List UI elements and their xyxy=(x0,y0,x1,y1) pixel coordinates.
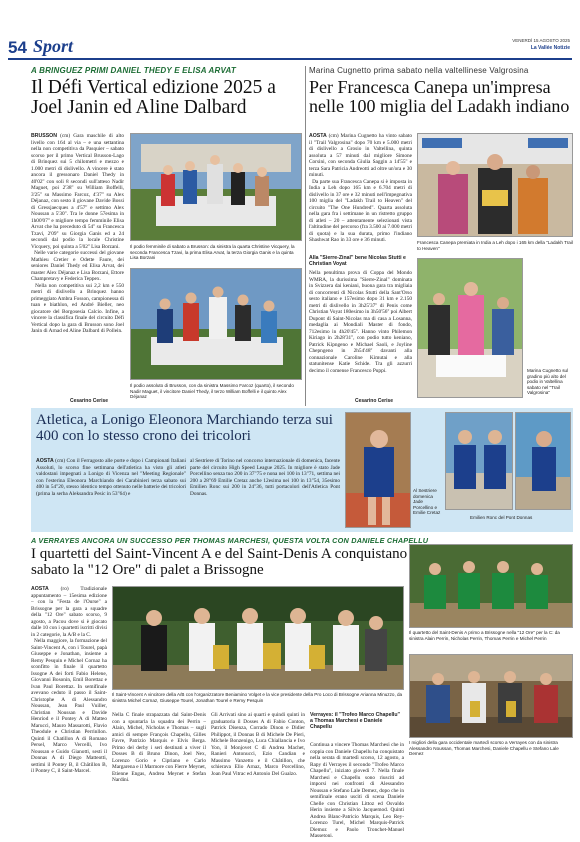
art3-photo-marchiando xyxy=(345,412,411,528)
header-rule xyxy=(8,58,572,60)
art4-caption-1: Il Saint-Vincent A vincitore della A/B con l'organizzatore Beniamino Volget e la vice presidente della Pro Loco di Brissogne Arianna Minuzzo, da sinistra Michel Cornaz, Giuseppe Tourel, Jonathan Tourel e Remy Pesquin xyxy=(112,692,403,703)
art4-dateline-tag: (ro) xyxy=(60,586,69,592)
art3-photo-ronc xyxy=(515,412,571,510)
art4-dateline: AOSTA xyxy=(31,586,49,592)
art3-title: Atletica, a Lonigo Eleonora Marchiando terza sui 400 con lo stesso crono dei tricolori xyxy=(36,412,333,444)
art4-body xyxy=(31,586,107,836)
art3-body-p1: Con il Ferragosto alle porte e dopo i Campionati Italiani Assoluti, lo scorso fine settimana dell'atletica ha visto gli atleti valdostani impegnati a Lonigo di Vicenza nel "Meeting Regionale" con l'esterina Eleonora Marchiando dei Carabinieri terza sabato sui 400 in 54"20, stesso identico tempo ottenuto nelle batterie dei tricolori (prima la serba Aleksandra Pesic in 53"64) e xyxy=(36,458,186,497)
art1-signature: Cesarino Cerise xyxy=(70,398,109,404)
art2-kicker: Marina Cugnetto prima sabato nella valtellinese Valgrosina xyxy=(309,66,529,75)
art2-subhead: Alla "Sierre-Zinal" bene Nicolas Stutti e Christian Voyat xyxy=(309,255,406,267)
column-divider xyxy=(305,66,306,406)
art2-photo-canepa xyxy=(417,133,573,237)
art1-body-p2: Nelle varie categorie successi del giovane Mathieu Cretier e Odette Faure, dei seniores Daniel Thedy ed Elisa Arvat, dei master Alex Déjanaz e Lisa Borzani, Ettore Champretavy e Federica Teppex. xyxy=(31,250,124,282)
art2-title: Per Francesca Canepa un'impresa nelle 100 miglia del Ladakh indiano xyxy=(309,77,570,116)
art2-caption-2: Marina Cugnetto sul gradino più alto del podio in Valtellina sabato nel "Trail Valgrosina" xyxy=(527,368,569,396)
brand-name: La Vallée Notizie xyxy=(530,45,570,51)
art4-subhead: Verrayes: il "Trofeo Marco Chapellu" a Thomas Marchesi e Daniele Chapellu xyxy=(310,712,400,730)
art4-kicker: A VERRAYES ANCORA UN SUCCESSO PER THOMAS MARCHESI, QUESTA VOLTA CON DANIELE CHAPELLU xyxy=(31,536,429,545)
art4-caption-3: I migliori della gara occidentale martedì scorso a Verrayes con da sinistra Alessandro Noussan, Thomas Marchesi, Daniele Chapellu e Stefano Lale Demez xyxy=(409,740,559,757)
art3-body-2: al Sestriere di Torino nel concorso internazionale di domenica, facente parte del circuito High Speed League 2025. In migliore è stato Jade Porcellino senza tuo 200 in 37"75 e nona nei 100 in 13"71, settima nei 200 a 28"69 Emilie Cretaz anche 12esima nei 100 in 13"54, 35esimo Emilien Ronc sui 200 in 24"36, tutti portacolori dell'Atletica Pont Donnas. xyxy=(190,458,340,497)
art4-title: I quartetti del Saint-Vincent A e del Saint-Denis A conquistano sabato la "12 Ore" di palet a Brissogne xyxy=(31,546,408,578)
art2-body-3: Nella penultima prova di Coppa del Mondo WMRA, la durissima "Sierre-Zinal" dominata in Svizzera dai keniani, buona gara tra migliaia di concorrenti di Nicolas Stutti della Sant'Orso sesto italiano e 157esimo dopo 31 km e 2.150 metri di dislivello in 3h25'37'' di Penis come Christian Voyat 180esimo in 3h50'56'' poi Albert Dupont di Saint-Nicolas ma di casa a Losanna, medaglia ai Mondiali Master di fondo, 712esimo in 4h20'45''. Hanno vinto Philemon Kiriago in 2h28'31'', con podio tutto keniano, Patrick Kipngeno e Michael Saoli, e Joyline Chepngeno in 2h54'48'' davanti alla connazionale Caroline Kimutai e alla statunitense Katie Schide. Tra gli azzurri decimo il comense Francesco Puppi. xyxy=(309,270,412,374)
art3-dateline-tag: (cm) xyxy=(55,458,66,464)
art2-body xyxy=(309,133,412,253)
art1-caption-1: Il podio femminile di sabato a Brusson: da sinistra la quarta Christine Vicquery, la seconda Francesca Tzavi, la prima Elisa Arvat, la terza Giorgia Ganis e la quinta Lisa Borzani xyxy=(130,244,295,261)
art4-col4: Continua a vincere Thomas Marchesi che in coppia con Daniele Chapellu ha conquistato nella serata di martedì scorso, 12 agosto, a Rapy di Verrayes il secondo "Trofeo Marco Chapellu", iniziato giovedì 7. Nella finale Marchesi e Chapellu sono riusciti ad imporsi nei confronti di Alessandro Noussan e Stefano Lale Demez, dopo che in semifinale erano usciti di scena Daniele Chelle con Christian Littoz ed Osvaldo Herin insieme a Silvio Jacquemod. Quinti Andrea Blanc-Patricio Marquis, Leo Rey-Lorenzo Turel, Michel Marquis-Patrick Diemoz e Paolo Tronchet-Manuel Massetoni. xyxy=(310,742,404,839)
art2-signature: Cesarino Cerise xyxy=(355,398,394,404)
art4-body-p2: Nella maggiore, la formazione del Saint-Vincent A, con i Tourel, papà Giuseppe e Jonathan, insieme a Remy Pesquin e Michel Cornaz ha sconfitto in finale il quartetto Issogne A dei forti Fabio Helene, Giovanni Bosonin, Emil Borettaz e Ivan Paul Borettaz. In semifinale avevano ceduto il passo il Saint-Christophe A di Alessandro Noussan, Jean Paul Vuiller, Christian Noussan e Davide Henriod e il Pontey A di Matteo Marucci, Mauro Massarotti, Flavio Theodule e Christian Perrinllon. Quinti il Chatillon A di Romano Persel, Marco Vercelli, Ivo Noussan e Guido Gianotti, sesti il Donnas A di Diego Matteotti, settimi il Pontey B, il Châtillon B, il Pontey C, il Saint-Marcel. xyxy=(31,638,107,774)
art1-body-p3: Nella non competitiva sui 2,2 km e 550 metri di dislivello a Brinquez hanno primeggiato Ambra Fosson, campionessa di tuan e biathlon, ed André Bieller, neo giocatore del Borgosesia Calcio. Infine, a vincere la classifica finale del circuito Défi Vertical dopo la gara di Brusson sono Joel Janin di Arnad ed Aline Dalbard di Pollein. xyxy=(31,282,124,334)
art2-body-p2: Da parte sua Francesca Canepa si è imposta in India a Leh dopo 165 km e 6.704 metri di dislivello in 37 ore e 32 minuti nell'impegnativa 100 miglia del "Ladakh Trail to Heaven" del circuito "The One Hundred". Quarta assoluta nella gara fra i settimane in un ristretto gruppo di atleti – 20 – attentamente selezionati vista l'altitudine del percorso (fra 3.500 ai 7.000 metri di quota) e la sua durata, primo l'indiano Shashwat Rao in 33 ore e 36 minuti. xyxy=(309,178,412,243)
art3-caption-2: Emilien Ronc del Pont Donnas xyxy=(470,515,533,520)
art4-photo-saint-denis xyxy=(409,544,573,628)
art4-photo-saint-vincent xyxy=(112,586,404,690)
art2-dateline-tag: (cm) xyxy=(328,133,339,139)
art4-photo-verrayes xyxy=(409,654,573,738)
section-title: Sport xyxy=(33,36,74,56)
art3-caption-1: Al Sestriere domenica Jade Porcellino e Emilie Cretaz xyxy=(413,488,441,516)
art1-caption-2: Il podio assoluto di Brusson, con da sinistra Massimo Farcoz (quarto), il secondo Nadir Maguet, il vincitore Daniel Thedy, il terzo William Boffelli e il quinto Alex Déjanaz xyxy=(130,383,294,400)
art3-photo-porcellino-cretaz xyxy=(445,412,513,510)
art4-body-p1: Tradizionale appuntamento – 15esima edizione – con la "Festa de l'Ourse" a Brissogne per la gara a squadre della "12 Ore" sabato scorso, 9 agosto, a Pacou dove si è giocato dalle 10 con i quartetti iscritti divisi in 2 categorie, la A/B e la C. xyxy=(31,586,107,638)
art1-body xyxy=(31,133,124,405)
art2-body-p1: Marina Cugnetto ha vinto sabato il "Trail Valgrosina" dopo 70 km e 5.000 metri di dislivello a Grosio in Valtellina, quinta assoluta a 57 minuti dal migliore Simone Corsini, con seconda Giulia Saggin a 14'55'' e terza Sara Patricia Andreotti ad oltre un'ora e 30 minuti. xyxy=(309,133,412,178)
art2-photo-cugnetto xyxy=(417,258,523,398)
art1-dateline: BRUSSON xyxy=(31,133,57,139)
art1-body-p1: Gara maschile di alto livello con 164 al via – e una settantina nella non competitiva da Pasquier – sabato scorso per il primo Vertical Brusson-Lago di Brinquez sui 5 chilometri e mezzo e 1.000 metri di dislivello. A vincere è stato ancora il gressonaro Daniel Thedy in 40'02'' con soli 8 secondi sull'atteso Nadir Maguet, poi 2'38'' su William Boffelli, 3'25'' su Massimo Farcoz, 4'37'' su Alex Déjanaz, con sesto il giovane Davide Bossi di Gressjaecques a 4'57'' e settimo Alex Noussan a 5'30''. Tra le donne 57esima in 1h00'07'' e migliore tempo femminile Elisa Arvat che ha preceduto di 54'' su Francesca Tzavi, 2'09'' su Giorgia Ganis ed a 24 secondi dal podio la locale Christine Vicquery, poi quinta a 5'02'' Lisa Borzani. xyxy=(31,133,124,250)
art1-title: Il Défi Vertical edizione 2025 a Joel Janin ed Aline Dalbard xyxy=(31,77,276,119)
art3-body xyxy=(36,458,186,530)
art3-dateline: AOSTA xyxy=(36,458,54,464)
art4-col3: Gli Arrivati sino ai quarti e quindi quinti in graduatoria il Dosses A di Fabio Conton, Patrick Disenza, Corrado Dinon e Didier Philippot, il Donnas B di Michele De Pieri, Michele Bonzenigo, Luca Chiallancia e Ivo Yon, il Monjovet C di Andrea Machet, Ranieri Antonucci, Ezio Candian e Massimo Vanzetto e il Châtillon, che schierava Elio Arnaz, Marco Porcellino, Joan Paul Vitrac ed Antonio Del Gualzo. xyxy=(211,712,305,777)
art1-photo-women-podium xyxy=(130,133,302,241)
art1-photo-men-podium xyxy=(130,268,302,380)
art4-caption-2: Il quartetto del Saint-Denis A primo a Brissogne nella "12 Ore" per la C: da sinistra Alain Perrin, Nicholas Perrin, Thomas Perrin e Michel Perrin xyxy=(409,630,560,641)
page-number: 54 xyxy=(8,38,27,57)
art2-dateline: AOSTA xyxy=(309,133,327,139)
art1-dateline-tag: (cm) xyxy=(60,133,71,139)
art2-caption-1: Francesca Canepa premiata in India a Leh dopo i 165 km della "Ladakh Trail to Heaven" xyxy=(417,240,573,251)
issue-date: VENERDÌ 15 AGOSTO 2025 xyxy=(512,38,570,43)
art4-col2: Nella C finale strapazzata dal Saint-Denis con a spuntarla la squadra dei Perrin – Alain, Michel, Nicholas e Thomas – sugli amici di sempre François Chapellu, Gilles Favre, Patrizio Marquis e Elvis Berga. Primo del derby i seri destinati a viver il Dosses B di Bruno Dinon, Joel Nex, Lorenzo Gorio e Cipriano e Carlo Margarena e il Marmore con Fierre Meynet, Etienne Engas, Andrea Meynet e Stefan Nardini. xyxy=(112,712,206,783)
art1-kicker: A BRINGUEZ PRIMI DANIEL THEDY E ELISA ARVAT xyxy=(31,66,236,75)
